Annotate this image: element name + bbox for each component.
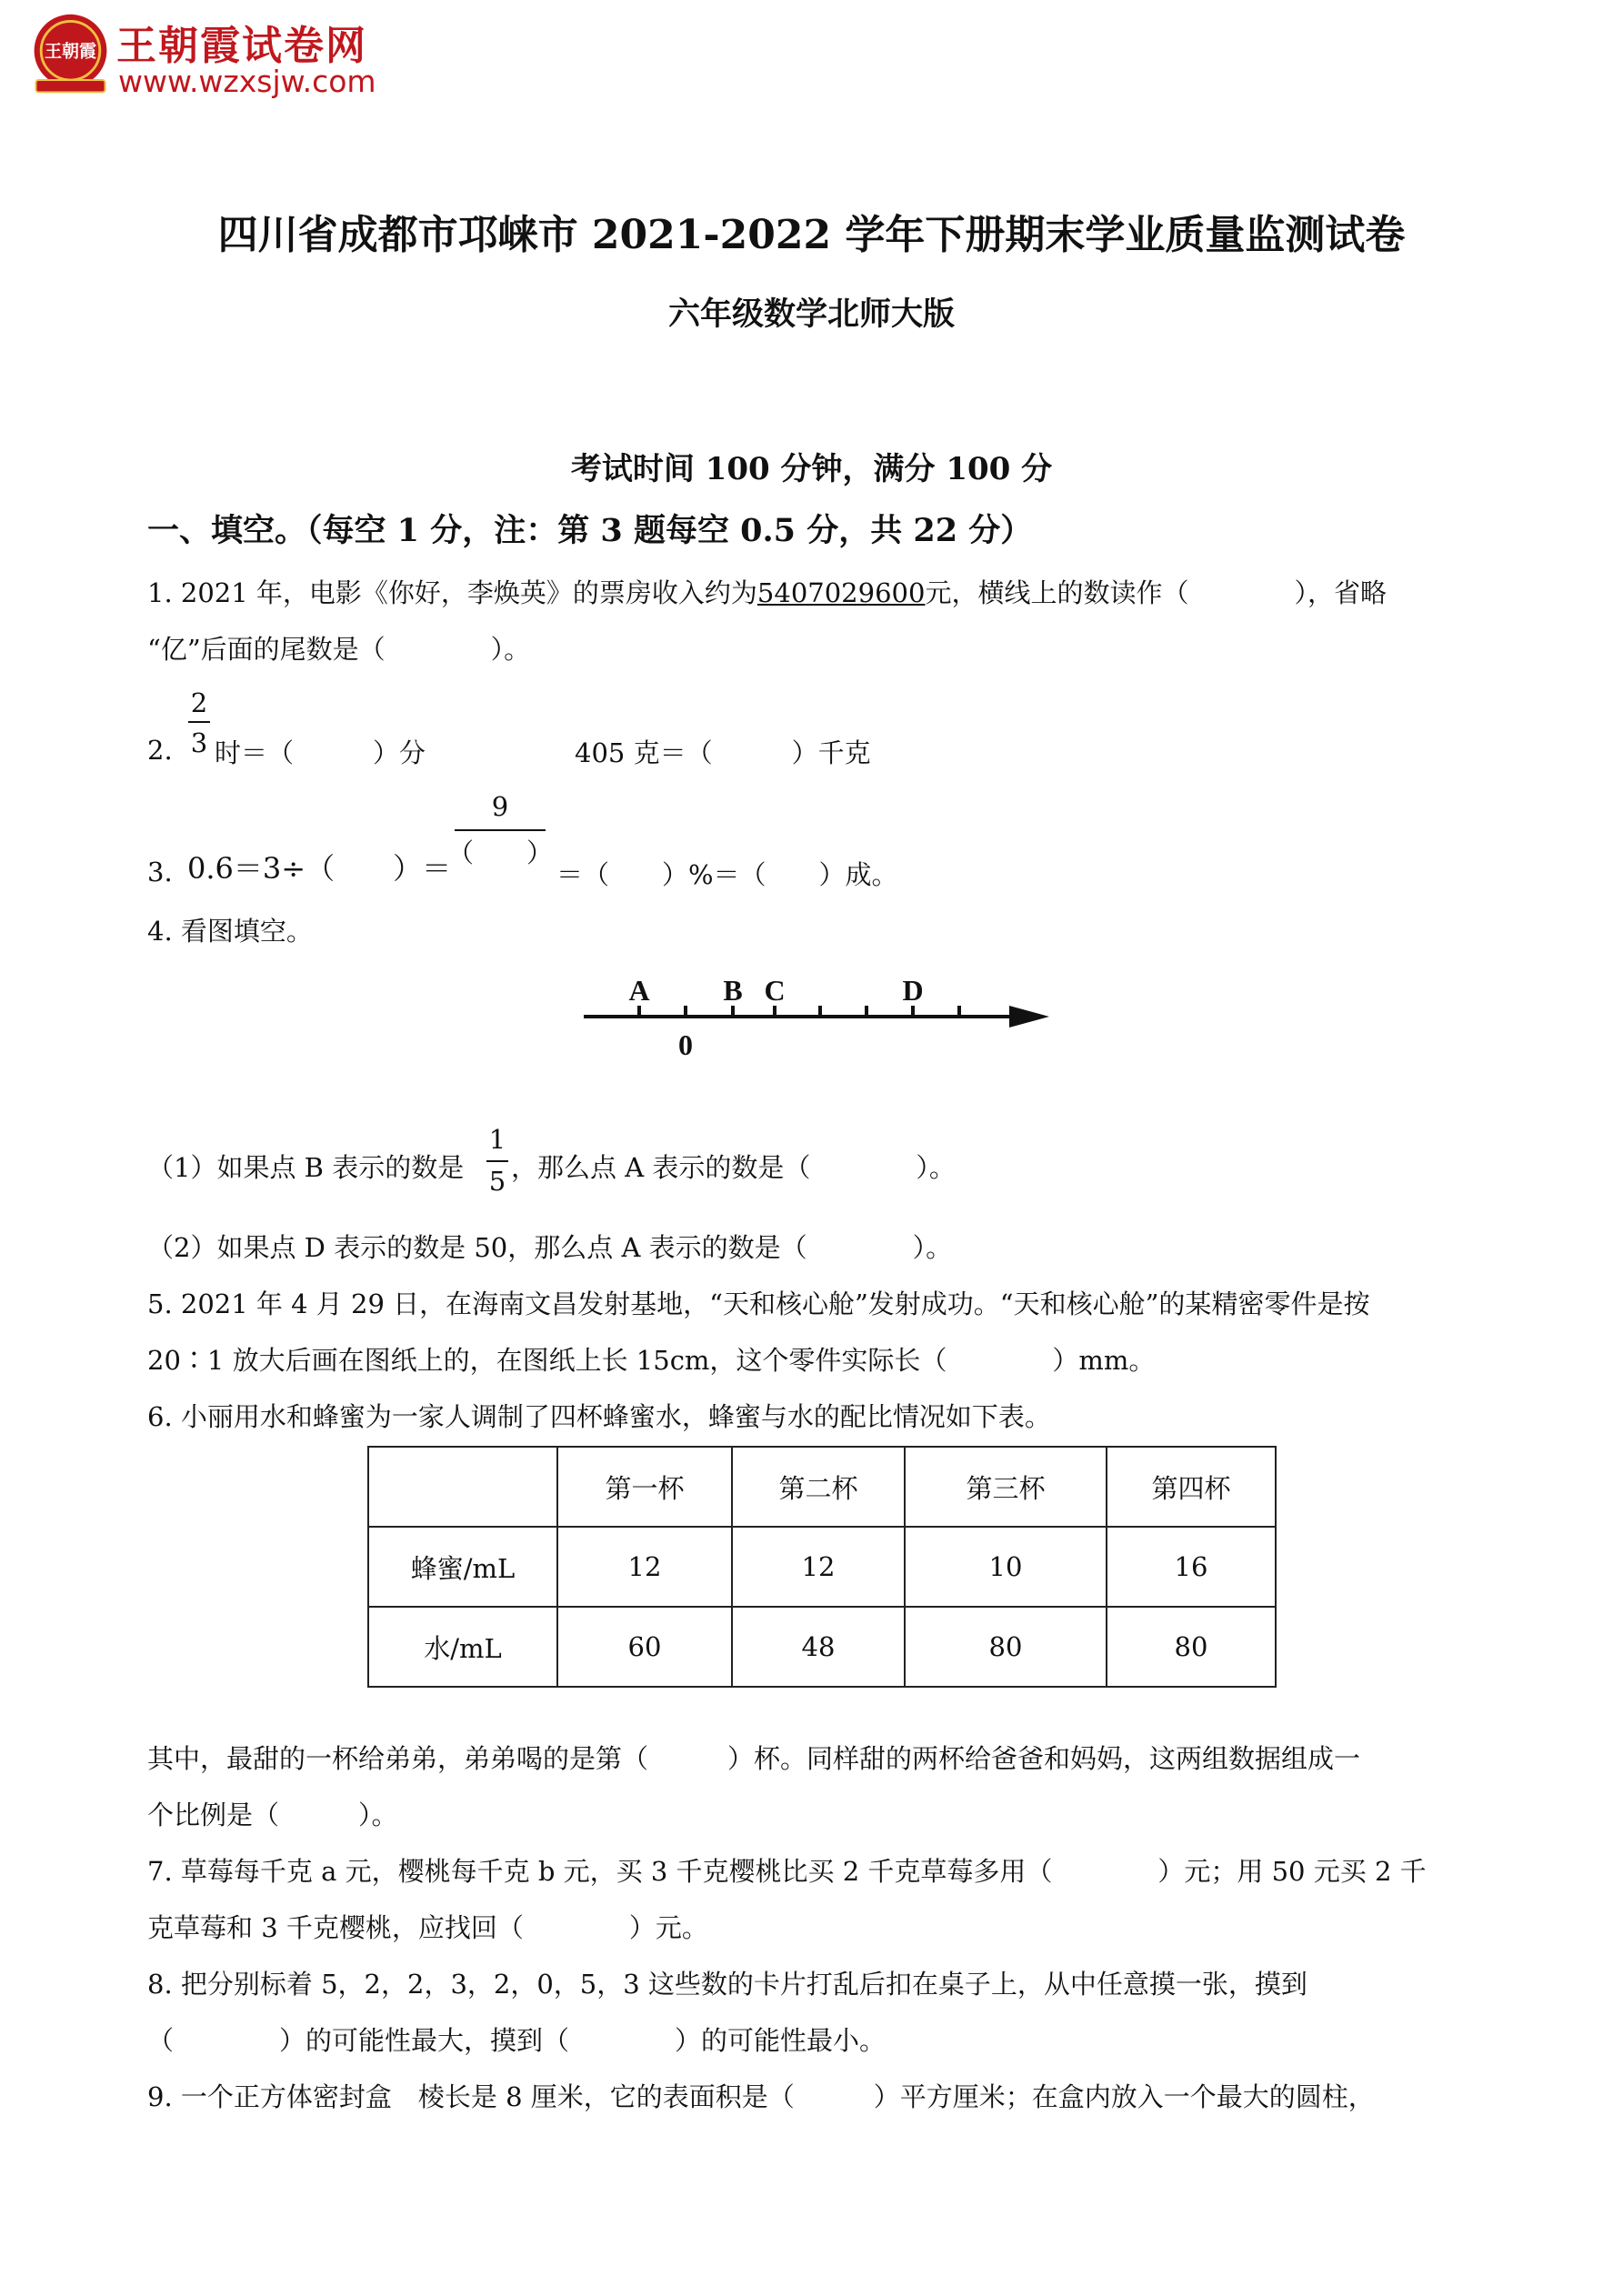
brand-name: 王朝霞试卷网 [116, 23, 367, 69]
q1-text-b: 元，横线上的数读作（ ），省略 [925, 577, 1387, 608]
q4-text: 4. 看图填空。 [147, 916, 313, 947]
q3-number: 3. [147, 857, 173, 887]
q1-number: 5407029600 [756, 577, 926, 608]
q2-frac-bar [188, 721, 210, 723]
table-cell: 10 [905, 1527, 1107, 1607]
q3-frac-den: （ ） [446, 837, 553, 868]
q4-frac-num: 1 [488, 1124, 506, 1155]
q6-after-line1: 其中，最甜的一杯给弟弟，弟弟喝的是第（ ）杯。同样甜的两杯给爸爸和妈妈，这两组数据组成一 [147, 1743, 1361, 1774]
brand-url[interactable]: www.wzxsjw.com [118, 64, 376, 99]
logo-text: 王朝霞 [44, 41, 97, 62]
q9-line1: 9. 一个正方体密封盒 棱长是 8 厘米，它的表面积是（ ）平方厘米；在盒内放入一个最大的圆柱， [147, 2081, 1375, 2112]
table-header: 第二杯 [732, 1447, 905, 1527]
q4-part1-b: ，那么点 A 表示的数是（ ）。 [511, 1152, 956, 1183]
q4-part2: （2）如果点 D 表示的数是 50，那么点 A 表示的数是（ ）。 [147, 1232, 953, 1263]
q3-frac-bar [455, 829, 546, 831]
q2-frac-den: 3 [190, 727, 208, 758]
exam-info: 考试时间 100 分钟，满分 100 分 [570, 451, 1053, 487]
row-label: 水/mL [368, 1607, 557, 1687]
table-cell: 80 [1107, 1607, 1276, 1687]
point-a-label: A [628, 974, 650, 1007]
q1-line2: “亿”后面的尾数是（ ）。 [147, 634, 531, 665]
q1-line1 [147, 573, 1387, 610]
q8-line1: 8. 把分别标着 5，2，2，3，2，0，5，3 这些数的卡片打乱后扣在桌子上，从中任意摸一张，摸到 [147, 1969, 1307, 2000]
q3-text-a: 0.6＝3÷（ ）＝ [187, 851, 452, 886]
table-header: 第三杯 [905, 1447, 1107, 1527]
q4-frac-den: 5 [488, 1166, 506, 1197]
q5-line2: 20∶1 放大后画在图纸上的，在图纸上长 15cm，这个零件实际长（ ）mm。 [147, 1345, 1156, 1376]
q4-part1-a: （1）如果点 B 表示的数是 [147, 1152, 465, 1183]
zero-label: 0 [678, 1028, 693, 1061]
q2-text-a: 时＝（ ）分 [215, 737, 426, 768]
q7-line1: 7. 草莓每千克 a 元，樱桃每千克 b 元，买 3 千克樱桃比买 2 千克草莓多用（ ）元；用 50 元买 2 千 [147, 1856, 1427, 1887]
q2-number: 2. [147, 735, 173, 766]
row-label: 蜂蜜/mL [368, 1527, 557, 1607]
table-cell: 60 [557, 1607, 732, 1687]
q1-text-a: 1. 2021 年，电影《你好，李焕英》的票房收入约为 [147, 577, 757, 608]
q7-line2: 克草莓和 3 千克樱桃，应找回（ ）元。 [147, 1912, 708, 1943]
table-cell: 80 [905, 1607, 1107, 1687]
section-heading: 一、填空。（每空 1 分，注：第 3 题每空 0.5 分，共 22 分） [147, 512, 1033, 549]
point-c-label: C [764, 974, 786, 1007]
q6-after-line2: 个比例是（ ）。 [147, 1800, 398, 1830]
table-row [368, 1607, 1276, 1687]
q3-frac-num: 9 [491, 791, 509, 822]
table-cell: 48 [732, 1607, 905, 1687]
table-cell [368, 1447, 557, 1527]
q8-line2: （ ）的可能性最大，摸到（ ）的可能性最小。 [147, 2025, 887, 2056]
table-cell: 16 [1107, 1527, 1276, 1607]
q6-text: 6. 小丽用水和蜂蜜为一家人调制了四杯蜂蜜水，蜂蜜与水的配比情况如下表。 [147, 1401, 1051, 1432]
point-d-label: D [902, 974, 924, 1007]
q2-text-b: 405 克＝（ ）千克 [575, 737, 871, 768]
brand-logo [27, 11, 114, 97]
page-subtitle: 六年级数学北师大版 [667, 296, 955, 333]
table-header: 第一杯 [557, 1447, 732, 1527]
q3-text-b: ＝（ ）%＝（ ）成。 [556, 859, 898, 890]
honey-table [367, 1446, 1277, 1688]
q4-frac-bar [486, 1160, 508, 1162]
table-cell: 12 [732, 1527, 905, 1607]
q5-line1: 5. 2021 年 4 月 29 日，在海南文昌发射基地，“天和核心舱”发射成功。“天和核心舱”的某精密零件是按 [147, 1288, 1370, 1319]
table-header: 第四杯 [1107, 1447, 1276, 1527]
point-b-label: B [723, 974, 743, 1007]
page-title: 四川省成都市邛崃市 2021-2022 学年下册期末学业质量监测试卷 [217, 212, 1406, 258]
number-line [582, 964, 1055, 1064]
table-cell: 12 [557, 1527, 732, 1607]
table-header-row [368, 1447, 1276, 1527]
table-row [368, 1527, 1276, 1607]
q2-frac-num: 2 [190, 687, 208, 718]
